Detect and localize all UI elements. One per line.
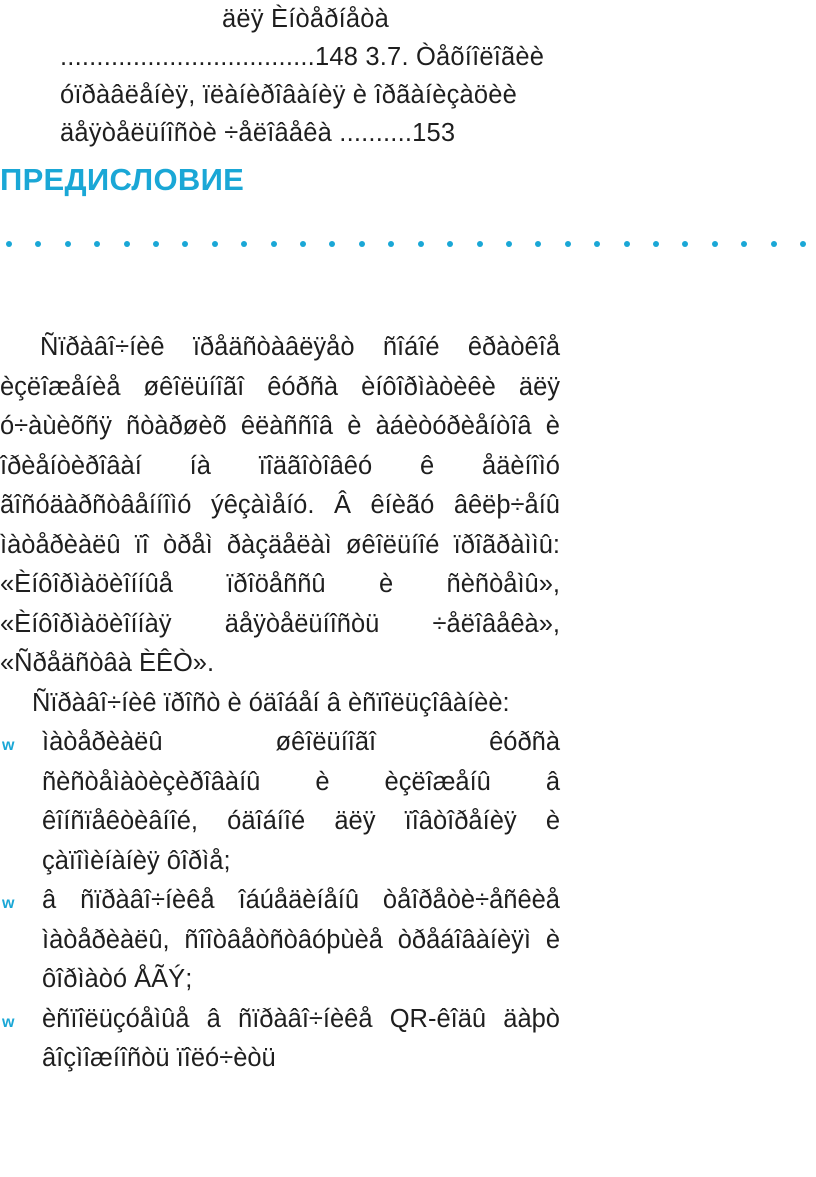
divider-dot — [741, 241, 747, 247]
divider-dot — [94, 241, 100, 247]
bullet-icon: w — [2, 895, 15, 912]
preface-body — [0, 328, 560, 1079]
intro-paragraph: Ñïðàâî÷íèê ïðåäñòàâëÿåò ñîáîé êðàòêîå èçëîæåíèå øêîëüíîãî êóðñà èíôîðìàòèêè äëÿ ó÷àùèõñÿ ñòàðøèõ êëàññîâ è àáèòóðèåíòîâ è îðèåíòèðîâàí íà ïîäãîòîâêó ê åäèíîìó ãîñóäàðñòâåííîìó ýêçàìåíó. Â êíèãó âêëþ÷åíû ìàòåðèàëû ïî òðåì ðàçäåëàì øêîëüíîé ïðîãðàììû: «Èíôîðìàöèîííûå ïðîöåññû è ñèñòåìû», «Èíôîðìàöèîííàÿ äåÿòåëüíîñòü ÷åëîâåêà», «Ñðåäñòâà ÈÊÒ». — [0, 333, 560, 677]
divider-dot — [418, 241, 424, 247]
list-item-text: èñïîëüçóåìûå â ñïðàâî÷íèêå QR-êîäû äàþò âîçìîæíîñòü ïîëó÷èòü — [42, 1004, 560, 1072]
divider-dot — [212, 241, 218, 247]
divider-dot — [329, 241, 335, 247]
section-title: ПРЕДИСЛОВИЕ — [0, 162, 245, 197]
divider-dot — [359, 241, 365, 247]
divider-dot — [447, 241, 453, 247]
toc-line: äåÿòåëüíîñòè ÷åëîâåêà ..........153 — [60, 119, 456, 147]
divider-dot — [800, 241, 806, 247]
divider-dot — [477, 241, 483, 247]
divider-dot — [506, 241, 512, 247]
divider-dot — [624, 241, 630, 247]
divider-dot — [535, 241, 541, 247]
divider-dot — [682, 241, 688, 247]
divider-dot — [182, 241, 188, 247]
bullet-icon: w — [2, 1013, 15, 1031]
divider-dot — [594, 241, 600, 247]
toc-line: äëÿ Èíòåðíåòà — [222, 5, 390, 33]
feature-list — [0, 723, 560, 1079]
dotted-divider — [6, 237, 806, 251]
divider-dot — [271, 241, 277, 247]
table-of-contents — [60, 0, 580, 152]
divider-dot — [35, 241, 41, 247]
divider-dot — [771, 241, 777, 247]
list-item-text: ìàòåðèàëû øêîëüíîãî êóðñà ñèñòåìàòèçèðîâàíû è èçëîæåíû â êîíñïåêòèâíîé, óäîáíîé äëÿ ïîâòîðåíèÿ è çàïîìèíàíèÿ ôîðìå; — [42, 728, 560, 875]
divider-dot — [241, 241, 247, 247]
divider-dot — [712, 241, 718, 247]
divider-dot — [6, 241, 12, 247]
divider-dot — [300, 241, 306, 247]
toc-line: ...................................148 3.7. Òåõíîëîãèè — [60, 43, 545, 71]
bullet-icon: w — [2, 737, 15, 754]
divider-dot — [65, 241, 71, 247]
list-lead-text: Ñïðàâî÷íèê ïðîñò è óäîáåí â èñïîëüçîâàíèè: — [32, 688, 510, 717]
list-item-text: â ñïðàâî÷íèêå îáúåäèíåíû òåîðåòè÷åñêèå ìàòåðèàëû, ñîîòâåòñòâóþùèå òðåáîâàíèÿì è ôîðìàòó ÅÃÝ; — [42, 886, 560, 993]
divider-dot — [388, 241, 394, 247]
list-item — [0, 1000, 560, 1079]
divider-dot — [124, 241, 130, 247]
divider-dot — [653, 241, 659, 247]
toc-line: óïðàâëåíèÿ, ïëàíèðîâàíèÿ è îðãàíèçàöèè — [60, 81, 518, 109]
divider-dot — [565, 241, 571, 247]
list-item — [0, 723, 560, 881]
list-item — [0, 881, 560, 1000]
divider-dot — [153, 241, 159, 247]
